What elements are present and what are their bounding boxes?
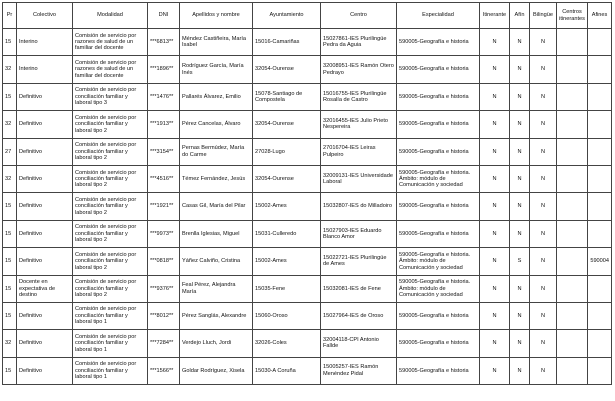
cell-itinerante: N — [480, 302, 510, 329]
table-row — [3, 330, 612, 357]
cell-pr: 32 — [3, 330, 17, 357]
cell-afin: S — [510, 248, 530, 275]
cell-afines — [588, 275, 612, 302]
cell-colectivo: Definitivo — [17, 165, 73, 192]
cell-modalidad: Comisión de servicio por conciliación familiar y laboral tipo 2 — [73, 165, 148, 192]
table-row — [3, 357, 612, 384]
cell-pr: 32 — [3, 165, 17, 192]
cell-centro: 15032081-IES de Fene — [321, 275, 397, 302]
cell-colectivo: Interino — [17, 29, 73, 56]
header-centro: Centro — [321, 3, 397, 29]
cell-apellidos-nombre: Témez Fernández, Jesús — [180, 165, 253, 192]
cell-bilingue: N — [530, 275, 557, 302]
cell-afines — [588, 56, 612, 83]
cell-pr: 15 — [3, 83, 17, 110]
header-dni: DNI — [148, 3, 180, 29]
cell-itinerante: N — [480, 275, 510, 302]
header-itinerante: Itinerante — [480, 3, 510, 29]
cell-dni: ***0818** — [148, 248, 180, 275]
cell-centros-itinerantes — [557, 83, 588, 110]
cell-especialidad: 590005-Geografía e historia. Ámbito: módulo de Comunicación y sociedad — [397, 248, 480, 275]
cell-pr: 15 — [3, 193, 17, 220]
cell-dni: ***4516** — [148, 165, 180, 192]
cell-centro: 15027861-IES Plurilingüe Pedra da Aguia — [321, 29, 397, 56]
cell-ayuntamiento: 32054-Ourense — [253, 165, 321, 192]
cell-ayuntamiento: 15030-A Coruña — [253, 357, 321, 384]
cell-dni: ***8012** — [148, 302, 180, 329]
cell-colectivo: Definitivo — [17, 357, 73, 384]
cell-especialidad: 590005-Geografía e historia — [397, 111, 480, 138]
cell-colectivo: Definitivo — [17, 111, 73, 138]
cell-pr: 32 — [3, 111, 17, 138]
cell-itinerante: N — [480, 56, 510, 83]
cell-apellidos-nombre: Rodríguez García, María Inés — [180, 56, 253, 83]
cell-dni: ***9973** — [148, 220, 180, 247]
cell-afin: N — [510, 220, 530, 247]
cell-dni: ***3154** — [148, 138, 180, 165]
cell-pr: 15 — [3, 220, 17, 247]
cell-bilingue: N — [530, 111, 557, 138]
cell-bilingue: N — [530, 56, 557, 83]
cell-centros-itinerantes — [557, 165, 588, 192]
cell-modalidad: Comisión de servicio por conciliación familiar y laboral tipo 1 — [73, 302, 148, 329]
cell-centro: 15022721-IES Plurilingüe de Ames — [321, 248, 397, 275]
cell-centros-itinerantes — [557, 220, 588, 247]
cell-centros-itinerantes — [557, 275, 588, 302]
table-row — [3, 165, 612, 192]
cell-apellidos-nombre: Verdejo Lluch, Jordi — [180, 330, 253, 357]
cell-pr: 15 — [3, 29, 17, 56]
cell-afines — [588, 330, 612, 357]
cell-colectivo: Docente en expectativa de destino — [17, 275, 73, 302]
cell-ayuntamiento: 15035-Fene — [253, 275, 321, 302]
cell-bilingue: N — [530, 29, 557, 56]
table-row — [3, 83, 612, 110]
cell-especialidad: 590005-Geografía e historia — [397, 357, 480, 384]
header-centros-itinerantes: Centros itinerantes — [557, 3, 588, 29]
cell-centros-itinerantes — [557, 193, 588, 220]
cell-apellidos-nombre: Pérez Cancelas, Álvaro — [180, 111, 253, 138]
cell-afin: N — [510, 29, 530, 56]
cell-especialidad: 590005-Geografía e historia — [397, 29, 480, 56]
table-row — [3, 302, 612, 329]
header-apellidos-nombre: Apellidos y nombre — [180, 3, 253, 29]
cell-itinerante: N — [480, 83, 510, 110]
cell-modalidad: Comisión de servicio por conciliación familiar y laboral tipo 2 — [73, 111, 148, 138]
cell-centros-itinerantes — [557, 111, 588, 138]
cell-pr: 15 — [3, 248, 17, 275]
cell-centro: 15005257-IES Ramón Menéndez Pidal — [321, 357, 397, 384]
cell-afin: N — [510, 275, 530, 302]
cell-especialidad: 590005-Geografía e historia — [397, 83, 480, 110]
cell-ayuntamiento: 27028-Lugo — [253, 138, 321, 165]
cell-bilingue: N — [530, 83, 557, 110]
cell-centro: 32004118-CPI Antonio Fallde — [321, 330, 397, 357]
cell-pr: 15 — [3, 275, 17, 302]
cell-afines — [588, 357, 612, 384]
cell-afines — [588, 220, 612, 247]
cell-afines — [588, 165, 612, 192]
cell-afin: N — [510, 357, 530, 384]
cell-centros-itinerantes — [557, 29, 588, 56]
cell-centro: 15016755-IES Plurilingüe Rosalía de Castro — [321, 83, 397, 110]
header-row — [3, 3, 612, 29]
cell-bilingue: N — [530, 220, 557, 247]
cell-itinerante: N — [480, 357, 510, 384]
table-row — [3, 220, 612, 247]
cell-dni: ***1476** — [148, 83, 180, 110]
cell-modalidad: Comisión de servicio por conciliación familiar y laboral tipo 2 — [73, 248, 148, 275]
cell-modalidad: Comisión de servicio por conciliación familiar y laboral tipo 2 — [73, 275, 148, 302]
cell-bilingue: N — [530, 302, 557, 329]
cell-bilingue: N — [530, 193, 557, 220]
cell-bilingue: N — [530, 248, 557, 275]
cell-ayuntamiento: 32054-Ourense — [253, 111, 321, 138]
cell-colectivo: Definitivo — [17, 193, 73, 220]
cell-pr: 27 — [3, 138, 17, 165]
cell-afin: N — [510, 302, 530, 329]
cell-apellidos-nombre: Pérez Sanglás, Alexandre — [180, 302, 253, 329]
cell-centros-itinerantes — [557, 138, 588, 165]
cell-especialidad: 590005-Geografía e historia — [397, 330, 480, 357]
cell-centro: 32008951-IES Ramón Otero Pedrayo — [321, 56, 397, 83]
table-row — [3, 111, 612, 138]
cell-ayuntamiento: 15031-Culleredo — [253, 220, 321, 247]
header-ayuntamiento: Ayuntamiento — [253, 3, 321, 29]
cell-modalidad: Comisión de servicio por conciliación familiar y laboral tipo 3 — [73, 83, 148, 110]
cell-modalidad: Comisión de servicio por razones de salud de un familiar del docente — [73, 56, 148, 83]
cell-itinerante: N — [480, 29, 510, 56]
cell-centro: 32009131-IES Universidade Laboral — [321, 165, 397, 192]
cell-centro: 15032807-IES do Milladoiro — [321, 193, 397, 220]
table-row — [3, 29, 612, 56]
cell-especialidad: 590005-Geografía e historia — [397, 193, 480, 220]
cell-colectivo: Interino — [17, 56, 73, 83]
cell-itinerante: N — [480, 193, 510, 220]
cell-afines — [588, 138, 612, 165]
cell-apellidos-nombre: Goldar Rodríguez, Xisela — [180, 357, 253, 384]
cell-pr: 32 — [3, 56, 17, 83]
cell-apellidos-nombre: Méndez Castiñeira, María Isabel — [180, 29, 253, 56]
cell-apellidos-nombre: Yáñez Calviño, Cristina — [180, 248, 253, 275]
header-colectivo: Colectivo — [17, 3, 73, 29]
table-row — [3, 248, 612, 275]
cell-itinerante: N — [480, 111, 510, 138]
cell-especialidad: 590005-Geografía e historia — [397, 302, 480, 329]
cell-itinerante: N — [480, 248, 510, 275]
table-row — [3, 138, 612, 165]
header-pr: Pr — [3, 3, 17, 29]
cell-centro: 15027964-IES de Oroso — [321, 302, 397, 329]
cell-apellidos-nombre: Casas Gil, María del Pilar — [180, 193, 253, 220]
cell-afin: N — [510, 111, 530, 138]
cell-bilingue: N — [530, 330, 557, 357]
cell-colectivo: Definitivo — [17, 83, 73, 110]
cell-modalidad: Comisión de servicio por conciliación familiar y laboral tipo 2 — [73, 220, 148, 247]
table-row — [3, 56, 612, 83]
cell-afin: N — [510, 165, 530, 192]
cell-itinerante: N — [480, 138, 510, 165]
cell-centros-itinerantes — [557, 330, 588, 357]
cell-apellidos-nombre: Brenlla Iglesias, Miguel — [180, 220, 253, 247]
cell-dni: ***1913** — [148, 111, 180, 138]
cell-modalidad: Comisión de servicio por conciliación familiar y laboral tipo 2 — [73, 138, 148, 165]
cell-centros-itinerantes — [557, 248, 588, 275]
cell-modalidad: Comisión de servicio por conciliación familiar y laboral tipo 1 — [73, 330, 148, 357]
cell-especialidad: 590005-Geografía e historia — [397, 138, 480, 165]
cell-afines — [588, 83, 612, 110]
cell-dni: ***7284** — [148, 330, 180, 357]
table-header — [3, 3, 612, 29]
header-afines: Afines — [588, 3, 612, 29]
header-especialidad: Especialidad — [397, 3, 480, 29]
cell-ayuntamiento: 15002-Ames — [253, 193, 321, 220]
header-modalidad: Modalidad — [73, 3, 148, 29]
cell-apellidos-nombre: Pallarés Álvarez, Emilio — [180, 83, 253, 110]
cell-dni: ***1566** — [148, 357, 180, 384]
cell-afines — [588, 111, 612, 138]
cell-centro: 32016455-IES Julio Prieto Nespereira — [321, 111, 397, 138]
cell-centro: 15027903-IES Eduardo Blanco Amor — [321, 220, 397, 247]
cell-modalidad: Comisión de servicio por razones de salud de un familiar del docente — [73, 29, 148, 56]
cell-centro: 27016704-IES Leiras Pulpeiro — [321, 138, 397, 165]
cell-modalidad: Comisión de servicio por conciliación familiar y laboral tipo 1 — [73, 357, 148, 384]
cell-itinerante: N — [480, 330, 510, 357]
assignments-table — [2, 2, 612, 385]
cell-especialidad: 590005-Geografía e historia — [397, 220, 480, 247]
cell-dni: ***6813** — [148, 29, 180, 56]
cell-colectivo: Definitivo — [17, 302, 73, 329]
cell-pr: 15 — [3, 357, 17, 384]
cell-afines — [588, 193, 612, 220]
cell-ayuntamiento: 32054-Ourense — [253, 56, 321, 83]
cell-afines — [588, 29, 612, 56]
cell-afin: N — [510, 83, 530, 110]
cell-ayuntamiento: 15002-Ames — [253, 248, 321, 275]
cell-pr: 15 — [3, 302, 17, 329]
cell-afin: N — [510, 330, 530, 357]
cell-itinerante: N — [480, 165, 510, 192]
cell-colectivo: Definitivo — [17, 248, 73, 275]
cell-afines: 590004 — [588, 248, 612, 275]
cell-colectivo: Definitivo — [17, 220, 73, 247]
cell-ayuntamiento: 15016-Camariñas — [253, 29, 321, 56]
table-row — [3, 193, 612, 220]
cell-colectivo: Definitivo — [17, 138, 73, 165]
cell-ayuntamiento: 15060-Oroso — [253, 302, 321, 329]
cell-centros-itinerantes — [557, 357, 588, 384]
cell-apellidos-nombre: Feal Pérez, Alejandra María — [180, 275, 253, 302]
cell-ayuntamiento: 32026-Coles — [253, 330, 321, 357]
cell-especialidad: 590005-Geografía e historia. Ámbito: módulo de Comunicación y sociedad — [397, 165, 480, 192]
cell-centros-itinerantes — [557, 302, 588, 329]
cell-itinerante: N — [480, 220, 510, 247]
cell-colectivo: Definitivo — [17, 330, 73, 357]
table-body — [3, 29, 612, 385]
cell-centros-itinerantes — [557, 56, 588, 83]
cell-apellidos-nombre: Pernas Bermúdez, María do Carme — [180, 138, 253, 165]
cell-especialidad: 590005-Geografía e historia — [397, 56, 480, 83]
cell-afin: N — [510, 138, 530, 165]
header-bilingue: Bilingüe — [530, 3, 557, 29]
table-row — [3, 275, 612, 302]
cell-bilingue: N — [530, 165, 557, 192]
header-afin: Afín — [510, 3, 530, 29]
cell-dni: ***1921** — [148, 193, 180, 220]
cell-bilingue: N — [530, 357, 557, 384]
cell-afin: N — [510, 56, 530, 83]
cell-afines — [588, 302, 612, 329]
cell-afin: N — [510, 193, 530, 220]
cell-dni: ***1896** — [148, 56, 180, 83]
cell-bilingue: N — [530, 138, 557, 165]
cell-especialidad: 590005-Geografía e historia. Ámbito: módulo de Comunicación y sociedad — [397, 275, 480, 302]
cell-modalidad: Comisión de servicio por conciliación familiar y laboral tipo 2 — [73, 193, 148, 220]
cell-ayuntamiento: 15078-Santiago de Compostela — [253, 83, 321, 110]
cell-dni: ***9376** — [148, 275, 180, 302]
